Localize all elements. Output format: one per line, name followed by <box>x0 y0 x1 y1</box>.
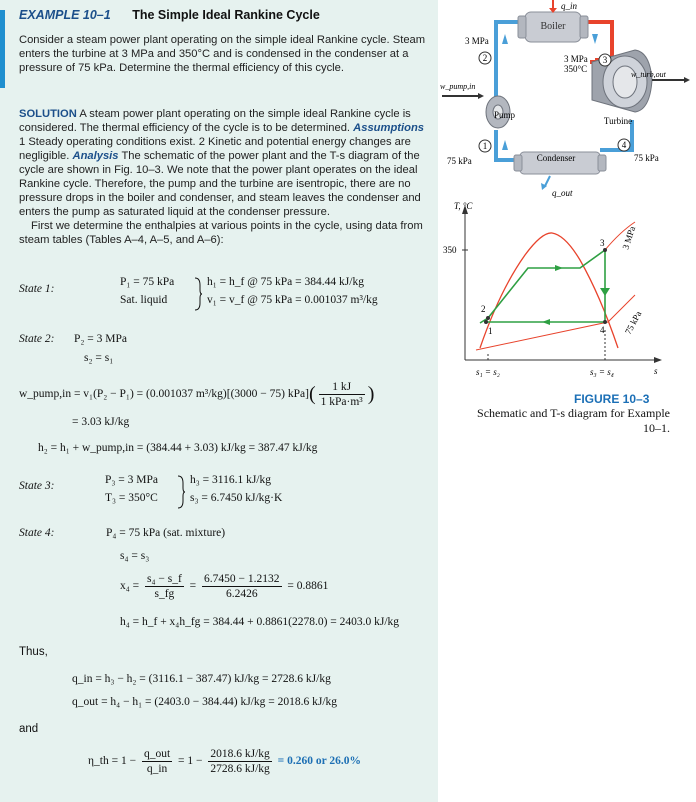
x4-f1-bot: s_fg <box>154 588 175 600</box>
saturation-dome <box>480 233 618 348</box>
assumptions-text: 1 Steady operating conditions exist. 2 Kinetic and potential energy changes are negligible. <box>19 136 411 162</box>
state2-label: State 2: <box>19 333 55 345</box>
and-text: and <box>19 723 39 735</box>
pump-work-line: w_pump,in = v₁(P₂ − P₁) = (0.001037 m³/kg)[(3000 − 75) kPa]( $\frac{1 kJ}{\text{1 kPa·m³}}$ ) <box>19 381 375 408</box>
state1-label: State 1: <box>19 283 55 295</box>
node-1: 1 <box>482 141 488 151</box>
pump-work-result: = 3.03 kJ/kg <box>72 416 130 428</box>
eta-mid: = 1 − <box>178 755 203 768</box>
condenser-label: Condenser <box>536 153 576 163</box>
state4-label: State 4: <box>19 527 55 539</box>
isobar-3mpa <box>488 222 638 318</box>
s1-s2-label: s₁ = s₂ <box>476 367 500 377</box>
t350-tick: 350 <box>443 245 457 255</box>
state3-h3: h₃ = 3116.1 kJ/kg <box>190 474 271 486</box>
solution-block <box>19 107 429 247</box>
turbine-label: Turbine <box>603 116 633 126</box>
x4-lhs: x₄ = <box>120 580 140 593</box>
state1-sat: Sat. liquid <box>120 294 168 306</box>
state3-t: T₃ = 350°C <box>105 492 158 504</box>
example-heading <box>19 8 320 22</box>
wturb-label: w_turb,out <box>631 70 666 79</box>
eta-f2-top: 2018.6 kJ/kg <box>210 748 270 760</box>
p3-label: 3 MPa <box>564 54 588 64</box>
analysis-head: Analysis <box>72 150 119 162</box>
problem-statement: Consider a steam power plant operating on the simple ideal Rankine cycle. Steam enters the turbine at 3 MPa and 350°C and is condensed in the condenser at a pressure of 75 kPa. Determine the thermal efficiency of this cycle. <box>19 34 426 74</box>
ts-node-4: 4 <box>600 325 605 335</box>
state3-p: P₃ = 3 MPa <box>105 474 158 486</box>
wpump-label: w_pump,in <box>440 82 476 91</box>
conv-top: 1 kJ <box>319 380 365 395</box>
x4-f2-top: 6.7450 − 1.2132 <box>204 573 280 585</box>
state2-s: s₂ = s₁ <box>84 352 114 364</box>
node-4: 4 <box>621 140 627 150</box>
x4-frac-symbolic <box>145 572 184 601</box>
t3-label: 350°C <box>564 64 588 74</box>
eta-f1-top: q_out <box>143 748 171 760</box>
pump-work-conv <box>319 380 365 409</box>
state1-brace <box>193 277 203 311</box>
solution-head: SOLUTION <box>19 108 77 120</box>
node-2: 2 <box>482 53 488 63</box>
eta-frac1 <box>142 747 172 776</box>
plant-schematic <box>440 0 696 205</box>
qout-line: q_out = h₄ − h₁ = (2403.0 − 384.44) kJ/kg = 2018.6 kJ/kg <box>72 696 338 708</box>
figure-title: FIGURE 10–3 <box>574 392 650 406</box>
h4-line: h₄ = h_f + x₄h_fg = 384.44 + 0.8861(2278.0) = 2403.0 kJ/kg <box>120 616 400 628</box>
p1-label: 75 kPa <box>447 156 472 166</box>
analysis-text2: First we determine the enthalpies at various points in the cycle, using data from steam tables (Tables A–4, A–5, and A–6): <box>19 220 423 246</box>
eta-result: = 0.260 or 26.0% <box>277 755 361 768</box>
example-title: The Simple Ideal Rankine Cycle <box>132 8 320 22</box>
p2-label: 3 MPa <box>465 36 489 46</box>
h2-line: h₂ = h₁ + w_pump,in = (384.44 + 3.03) kJ/kg = 387.47 kJ/kg <box>38 442 318 454</box>
analysis-text: The schematic of the power plant and the T-s diagram of the cycle are shown in Fig. 10–3. We note that the power plant operates on the ideal Rankine cycle. Therefore, the pump and the turbine are isentropic, there are no pressure drops in the boiler and condenser, and steam leaves the condenser and enters the pump as saturated liquid at the condenser pressure. <box>19 150 421 218</box>
thus-text: Thus, <box>19 646 48 658</box>
boiler-label: Boiler <box>540 21 566 32</box>
state1-v1: v₁ = v_f @ 75 kPa = 0.001037 m³/kg <box>207 294 378 306</box>
ts-75kpa-label: 75 kPa <box>622 309 644 336</box>
qin-label: q_in <box>561 1 578 11</box>
pump-work-lhs: w_pump,in = v₁(P₂ − P₁) = (0.001037 m³/kg)[(3000 − 75) kPa] <box>19 388 309 401</box>
state4-s: s₄ = s₃ <box>120 550 150 562</box>
qin-line: q_in = h₃ − h₂ = (3116.1 − 387.47) kJ/kg = 2728.6 kJ/kg <box>72 673 331 685</box>
ts-3mpa-label: 3 MPa <box>620 224 638 251</box>
efficiency-line <box>88 747 361 776</box>
x4-f2-bot: 6.2426 <box>225 588 258 600</box>
x4-result: = 0.8861 <box>287 580 329 593</box>
x4-frac-numeric <box>202 572 282 601</box>
state3-label: State 3: <box>19 480 55 492</box>
ts-diagram <box>440 200 696 380</box>
assumptions-head: Assumptions <box>353 122 425 134</box>
pump-label: Pump <box>494 110 516 120</box>
state2-p: P₂ = 3 MPa <box>74 333 127 345</box>
eta-frac2 <box>208 747 271 776</box>
figure-caption: Schematic and T-s diagram for Example 10–1. <box>477 406 670 435</box>
ts-node-2: 2 <box>481 304 486 314</box>
eta-lhs: η_th = 1 − <box>88 755 137 768</box>
p4-label: 75 kPa <box>634 153 659 163</box>
solution-text: A steam power plant operating on the simple ideal Rankine cycle is considered. The thermal efficiency of the cycle is to be determined. <box>19 108 411 134</box>
state3-s3: s₃ = 6.7450 kJ/kg·K <box>190 492 283 504</box>
accent-bar <box>0 10 5 88</box>
s3-s4-label: s₃ = s₄ <box>590 367 614 377</box>
t-axis-label: T, °C <box>454 201 473 211</box>
ts-node-3: 3 <box>600 238 605 248</box>
conv-bot: 1 kPa·m³ <box>320 396 363 408</box>
node-3: 3 <box>602 55 608 65</box>
cycle-heat-addition <box>480 250 605 323</box>
eta-f1-bot: q_in <box>146 763 168 775</box>
qout-label: q_out <box>552 188 573 198</box>
ts-node-1: 1 <box>488 326 493 336</box>
state3-brace <box>176 475 186 509</box>
quality-line: x₄ = $\frac{\text{s₄ − s\_f}}{s\_fg}$ = $\frac{6.7450 - 1.2132}{6.2426}$ = 0.8861 <box>120 573 329 600</box>
s-axis-label: s <box>654 366 658 376</box>
state1-h1: h₁ = h_f @ 75 kPa = 384.44 kJ/kg <box>207 276 364 288</box>
eta-f2-bot: 2728.6 kJ/kg <box>210 763 270 775</box>
state1-p: P₁ = 75 kPa <box>120 276 175 288</box>
x4-f1-top: s₄ − s_f <box>147 573 182 585</box>
state4-p: P₄ = 75 kPa (sat. mixture) <box>106 527 226 539</box>
example-number: EXAMPLE 10–1 <box>19 8 111 22</box>
